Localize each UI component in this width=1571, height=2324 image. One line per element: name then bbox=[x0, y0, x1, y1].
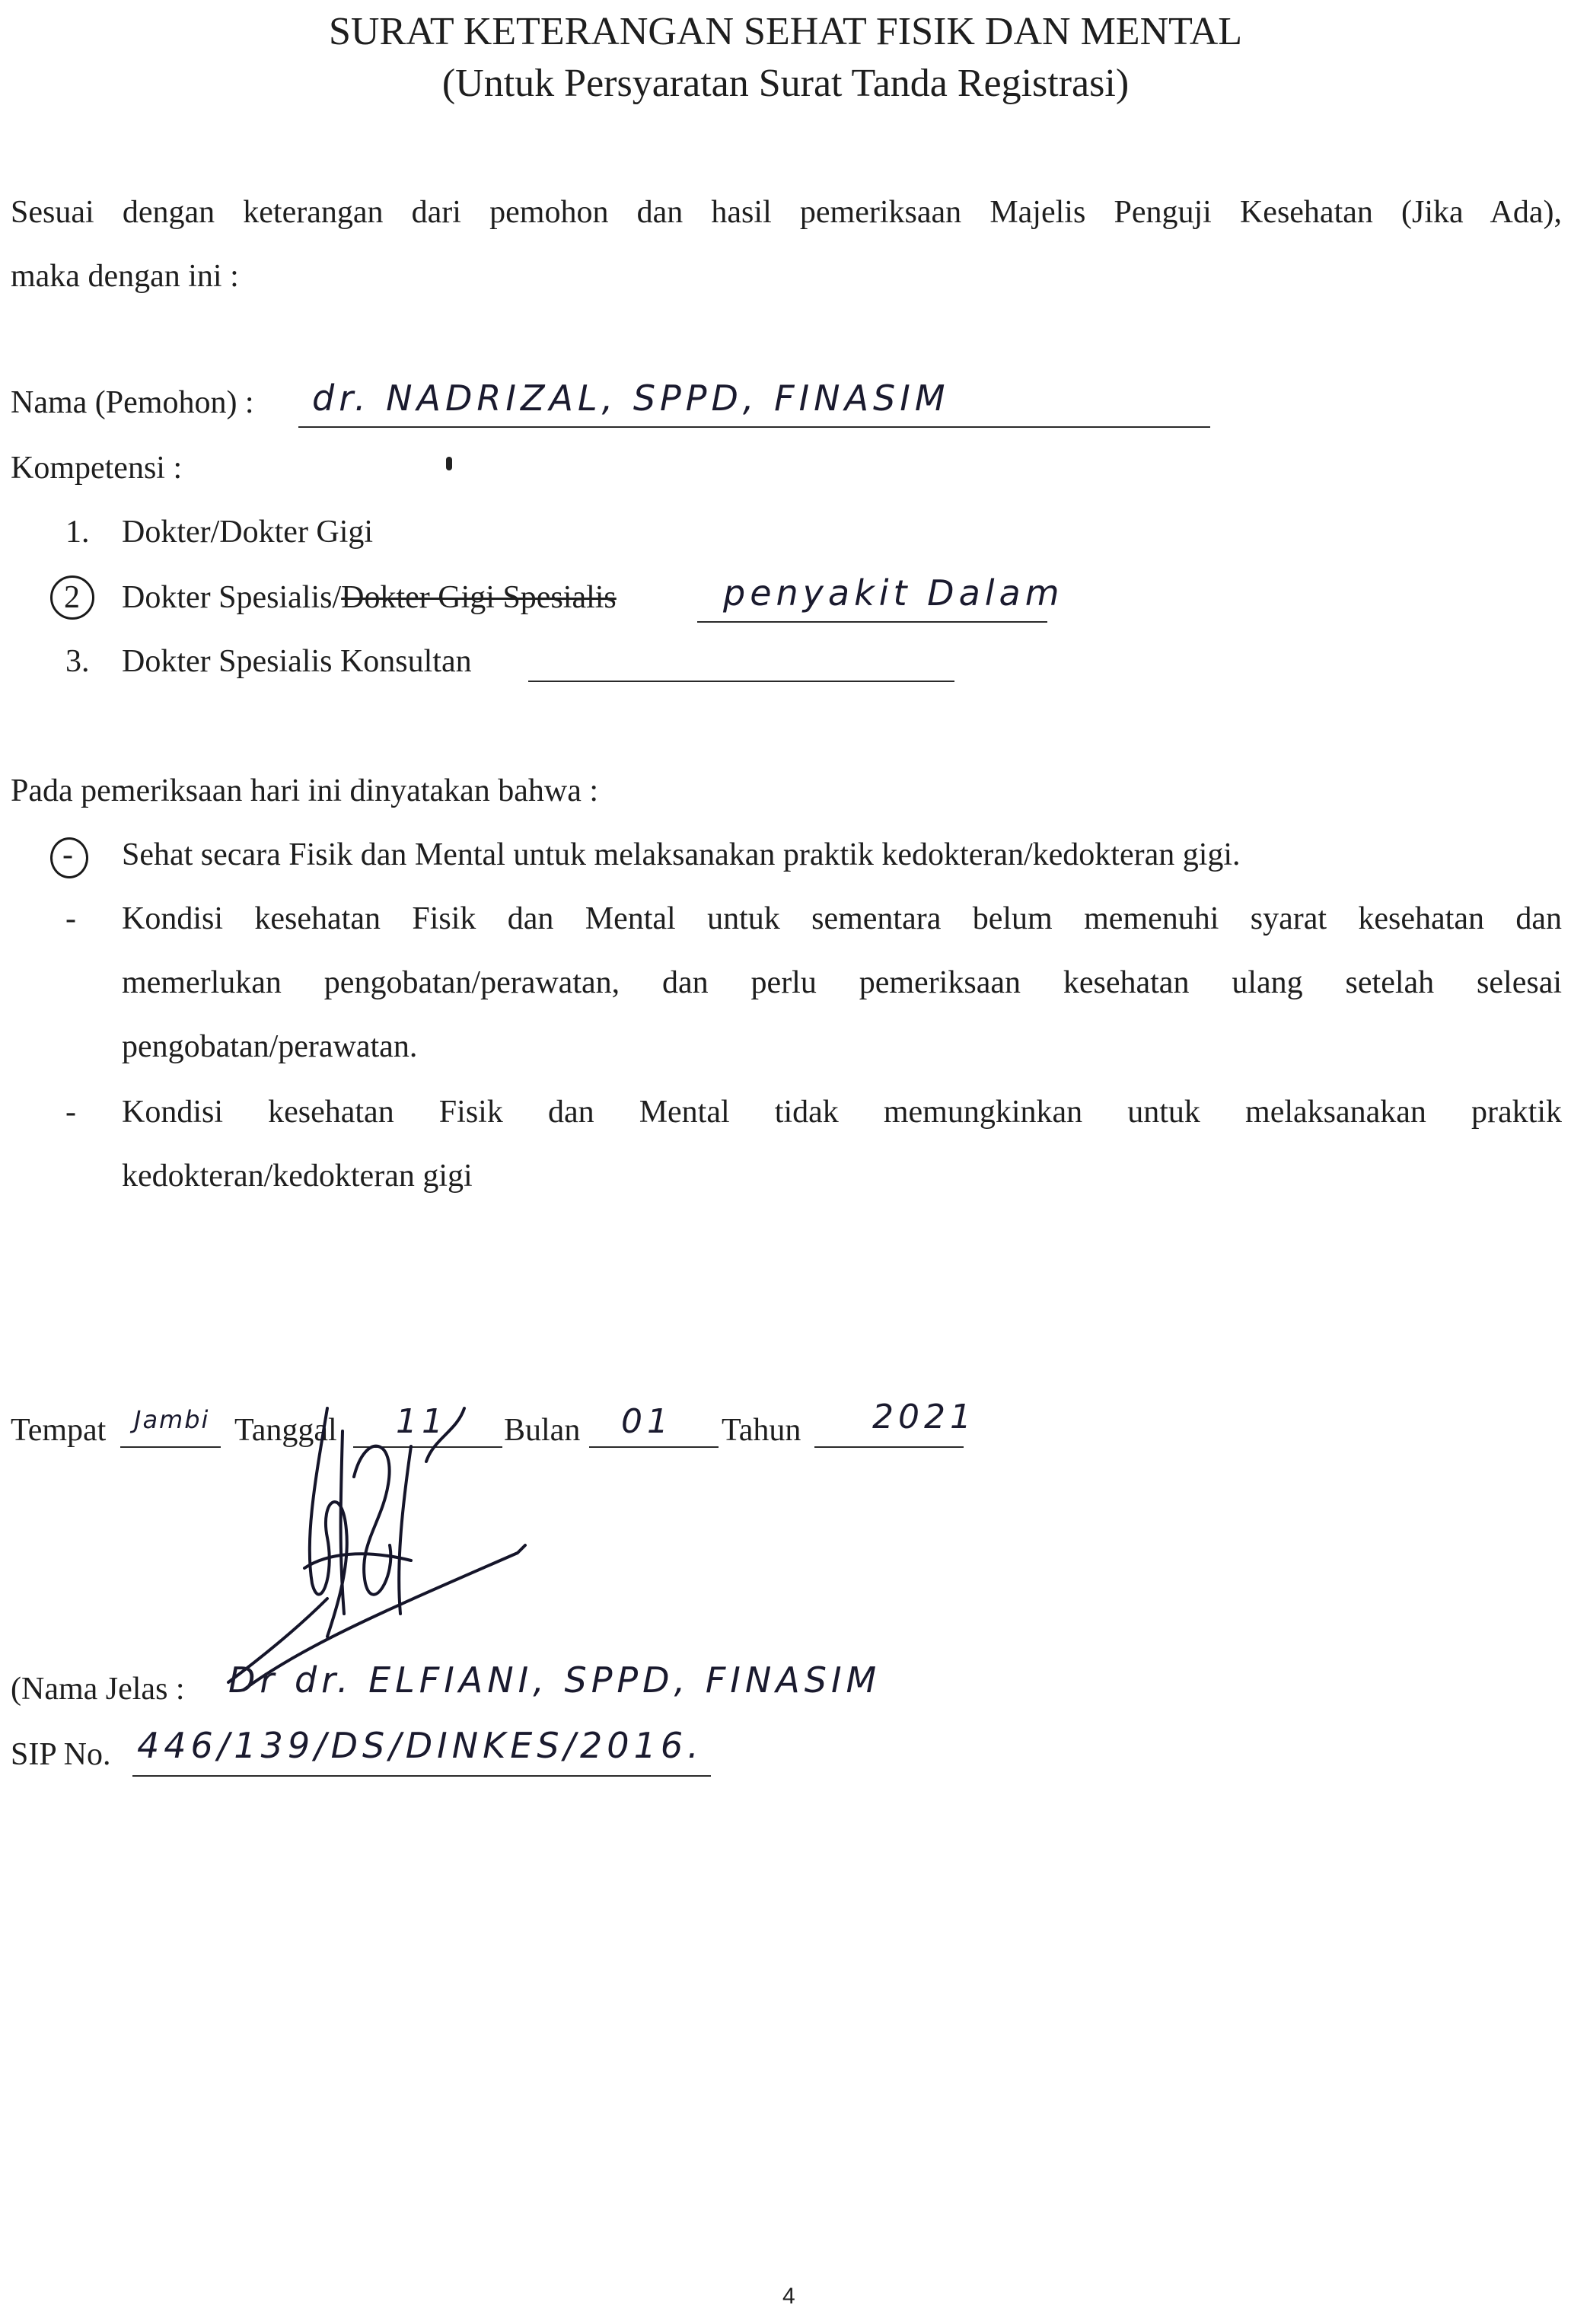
applicant-name-handwritten: dr. NADRIZAL, SPPD, FINASIM bbox=[312, 378, 950, 419]
option-1-text: Sehat secara Fisik dan Mental untuk melaksanakan praktik kedokteran/kedokteran gigi. bbox=[122, 837, 1241, 872]
signature bbox=[213, 1385, 548, 1705]
place-handwritten: Jambi bbox=[134, 1405, 210, 1434]
day-handwritten: 11 bbox=[396, 1402, 448, 1441]
month-label: Bulan bbox=[504, 1413, 581, 1448]
option-1-marker: - bbox=[62, 837, 73, 872]
month-underline bbox=[589, 1446, 719, 1448]
specialty-handwritten: penyakit Dalam bbox=[723, 572, 1064, 614]
option-3-line-1: Kondisi kesehatan Fisik dan Mental tidak memungkinkan untuk melaksanakan praktik bbox=[122, 1095, 1562, 1130]
competence-item-2-text bbox=[122, 582, 617, 614]
competence-item-1-text: Dokter/Dokter Gigi bbox=[122, 515, 374, 550]
document-title: SURAT KETERANGAN SEHAT FISIK DAN MENTAL bbox=[328, 10, 1243, 53]
competence-item-3-number: 3. bbox=[65, 644, 90, 679]
page-number: 4 bbox=[782, 2284, 795, 2309]
signer-name-label: (Nama Jelas : bbox=[11, 1672, 185, 1707]
examination-label: Pada pemeriksaan hari ini dinyatakan bahwa : bbox=[11, 773, 599, 808]
competence-item-3-text: Dokter Spesialis Konsultan bbox=[122, 644, 472, 679]
day-label: Tanggal bbox=[234, 1413, 337, 1448]
sip-label: SIP No. bbox=[11, 1737, 111, 1772]
competence-item-2-number: 2 bbox=[64, 580, 80, 615]
option-2-line-2: memerlukan pengobatan/perawatan, dan perlu pemeriksaan kesehatan ulang setelah selesai bbox=[122, 965, 1562, 1000]
sip-number-handwritten: 446/139/DS/DINKES/2016. bbox=[137, 1725, 703, 1766]
place-underline bbox=[120, 1446, 221, 1448]
year-handwritten: 2021 bbox=[872, 1398, 976, 1436]
applicant-underline bbox=[298, 426, 1210, 428]
option-2-marker: - bbox=[65, 901, 76, 936]
intro-line-2: maka dengan ini : bbox=[11, 259, 239, 294]
signer-name-handwritten: Dr dr. ELFIANI, SPPD, FINASIM bbox=[228, 1659, 881, 1701]
sip-underline bbox=[132, 1775, 711, 1777]
year-label: Tahun bbox=[722, 1413, 801, 1448]
month-handwritten: 01 bbox=[621, 1402, 673, 1441]
option-3-line-2: kedokteran/kedokteran gigi bbox=[122, 1159, 473, 1194]
document-subtitle: (Untuk Persyaratan Surat Tanda Registrasi) bbox=[441, 62, 1130, 105]
struck-dental-specialist: Dokter Gigi Spesialis bbox=[341, 580, 617, 615]
specialty-underline bbox=[697, 621, 1047, 623]
option-3-marker: - bbox=[65, 1095, 76, 1130]
competence-item-2-label: Dokter Spesialis/ bbox=[122, 580, 342, 615]
applicant-label: Nama (Pemohon) : bbox=[11, 385, 254, 420]
year-underline bbox=[814, 1446, 964, 1448]
intro-line-1: Sesuai dengan keterangan dari pemohon dan hasil pemeriksaan Majelis Penguji Kesehatan (Jika Ada), bbox=[11, 195, 1562, 230]
competence-item-1-number: 1. bbox=[65, 515, 90, 550]
option-2-line-3: pengobatan/perawatan. bbox=[122, 1029, 418, 1064]
ink-mark bbox=[446, 457, 452, 470]
place-label: Tempat bbox=[11, 1413, 107, 1448]
option-2-line-1: Kondisi kesehatan Fisik dan Mental untuk sementara belum memenuhi syarat kesehatan dan bbox=[122, 901, 1562, 936]
consultant-underline bbox=[528, 681, 954, 682]
competence-label: Kompetensi : bbox=[11, 451, 183, 486]
